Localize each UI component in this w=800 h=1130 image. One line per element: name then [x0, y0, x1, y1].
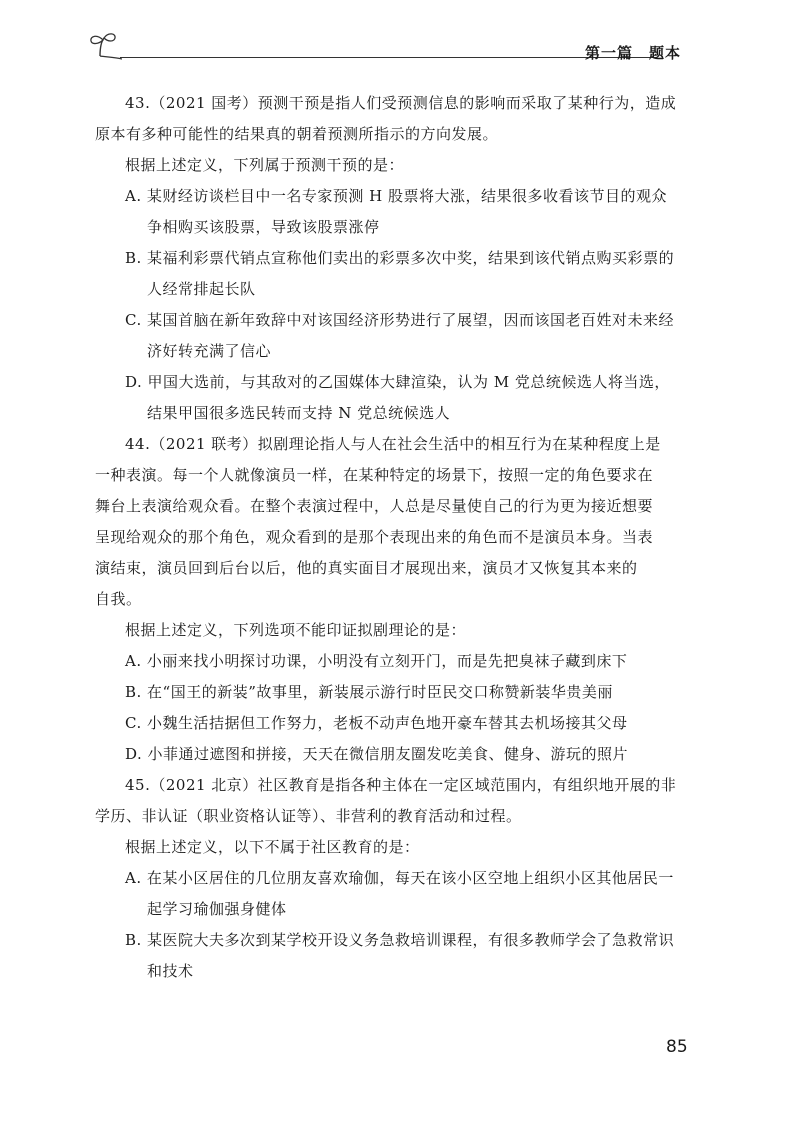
page-header — [82, 28, 714, 68]
option-b-continuation: 人经常排起长队 — [147, 280, 256, 298]
question-stem-line: 呈现给观众的那个角色，观众看到的是那个表现出来的角色而不是演员本身。当表 — [95, 528, 654, 546]
option-b-line: B. 某医院大夫多次到某学校开设义务急救培训课程，有很多教师学会了急救常识 — [125, 931, 675, 949]
option-a-line: A. 某财经访谈栏目中一名专家预测 H 股票将大涨，结果很多收看该节目的观众 — [125, 187, 667, 205]
question-stem-line: 学历、非认证（职业资格认证等）、非营利的教育活动和过程。 — [95, 807, 522, 825]
header-rule — [120, 57, 656, 58]
option-c-line: C. 小魏生活拮据但工作努力，老板不动声色地开豪车替其去机场接其父母 — [125, 714, 628, 732]
question-stem-line: 演结束，演员回到后台以后，他的真实面目才展现出来，演员才又恢复其本来的 — [95, 559, 638, 577]
question-stem-line: 43.（2021 国考）预测干预是指人们受预测信息的影响而采取了某种行为，造成 — [125, 94, 677, 112]
option-b-continuation: 和技术 — [147, 962, 194, 980]
page-number: 85 — [666, 1037, 688, 1057]
question-prompt: 根据上述定义，下列属于预测干预的是： — [125, 156, 405, 174]
question-44 — [95, 429, 705, 770]
option-a-continuation: 争相购买该股票，导致该股票涨停 — [147, 218, 380, 236]
question-45 — [95, 770, 705, 987]
option-a-continuation: 起学习瑜伽强身健体 — [147, 900, 287, 918]
option-a-line: A. 在某小区居住的几位朋友喜欢瑜伽，每天在该小区空地上组织小区其他居民一 — [125, 869, 674, 887]
question-stem-line: 舞台上表演给观众看。在整个表演过程中，人总是尽量使自己的行为更为接近想要 — [95, 497, 654, 515]
page-content — [95, 88, 705, 987]
option-c-line: C. 某国首脑在新年致辞中对该国经济形势进行了展望，因而该国老百姓对未来经 — [125, 311, 674, 329]
option-d-continuation: 结果甲国很多选民转而支持 N 党总统候选人 — [147, 404, 451, 422]
question-prompt: 根据上述定义，以下不属于社区教育的是： — [125, 838, 420, 856]
sprout-icon — [82, 30, 122, 60]
question-stem-line: 一种表演。每一个人就像演员一样，在某种特定的场景下，按照一定的角色要求在 — [95, 466, 654, 484]
option-d-line: D. 甲国大选前，与其敌对的乙国媒体大肆渲染，认为 M 党总统候选人将当选， — [125, 373, 670, 391]
option-b-line: B. 某福利彩票代销点宣称他们卖出的彩票多次中奖，结果到该代销点购买彩票的 — [125, 249, 675, 267]
question-stem-line: 44.（2021 联考）拟剧理论指人与人在社会生活中的相互行为在某种程度上是 — [125, 435, 661, 453]
option-c-continuation: 济好转充满了信心 — [147, 342, 272, 360]
question-stem-line: 原本有多种可能性的结果真的朝着预测所指示的方向发展。 — [95, 125, 499, 143]
question-prompt: 根据上述定义，下列选项不能印证拟剧理论的是： — [125, 621, 467, 639]
question-stem-line: 自我。 — [95, 590, 142, 608]
section-title: 第一篇 题本 — [585, 44, 682, 62]
question-stem-line: 45.（2021 北京）社区教育是指各种主体在一定区域范围内，有组织地开展的非 — [125, 776, 677, 794]
option-a-line: A. 小丽来找小明探讨功课，小明没有立刻开门，而是先把臭袜子藏到床下 — [125, 652, 628, 670]
option-d-line: D. 小菲通过遮图和拼接，天天在微信朋友圈发吃美食、健身、游玩的照片 — [125, 745, 629, 763]
question-43 — [95, 88, 705, 429]
option-b-line: B. 在“国王的新装”故事里，新装展示游行时臣民交口称赞新装华贵美丽 — [125, 683, 613, 701]
